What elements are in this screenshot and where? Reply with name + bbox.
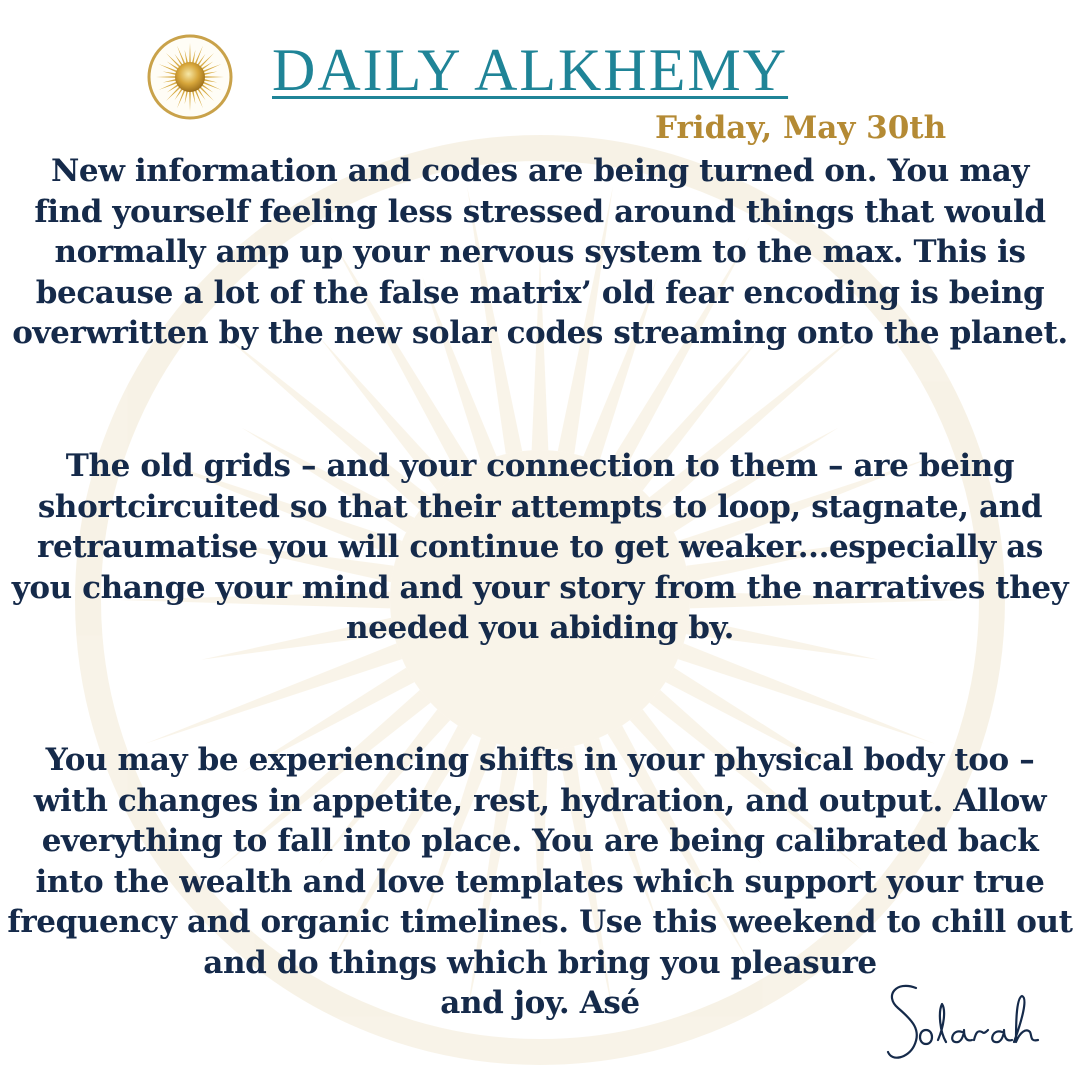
paragraph-3: You may be experiencing shifts in your physical body too – with changes in appetite, rest, hydration, and output. Allow everything to fall into place. You are being calibrated back into the wealth and love templates which support your true frequency and organic timelines. Use this weekend to chill out and do things which bring you pleasure and joy. Asé <box>7 742 1073 1021</box>
paragraph-2: The old grids – and your connection to them – are being shortcircuited so that their attempts to loop, stagnate, and retraumatise you will continue to get weaker...especially as you change your mind and your story from the narratives they needed you abiding by. <box>11 448 1069 646</box>
date-label: Friday, May 30th <box>655 110 947 146</box>
sun-icon <box>146 33 234 121</box>
page-title: DAILY ALKHEMY <box>272 37 789 103</box>
signature-solarah <box>882 970 1062 1070</box>
paragraph-1: New information and codes are being turned on. You may find yourself feeling less stressed around things that would normally amp up your nervous system to the max. This is because a lot of the false matrix’ old fear encoding is being overwritten by the new solar codes streaming onto the planet. <box>12 153 1068 351</box>
